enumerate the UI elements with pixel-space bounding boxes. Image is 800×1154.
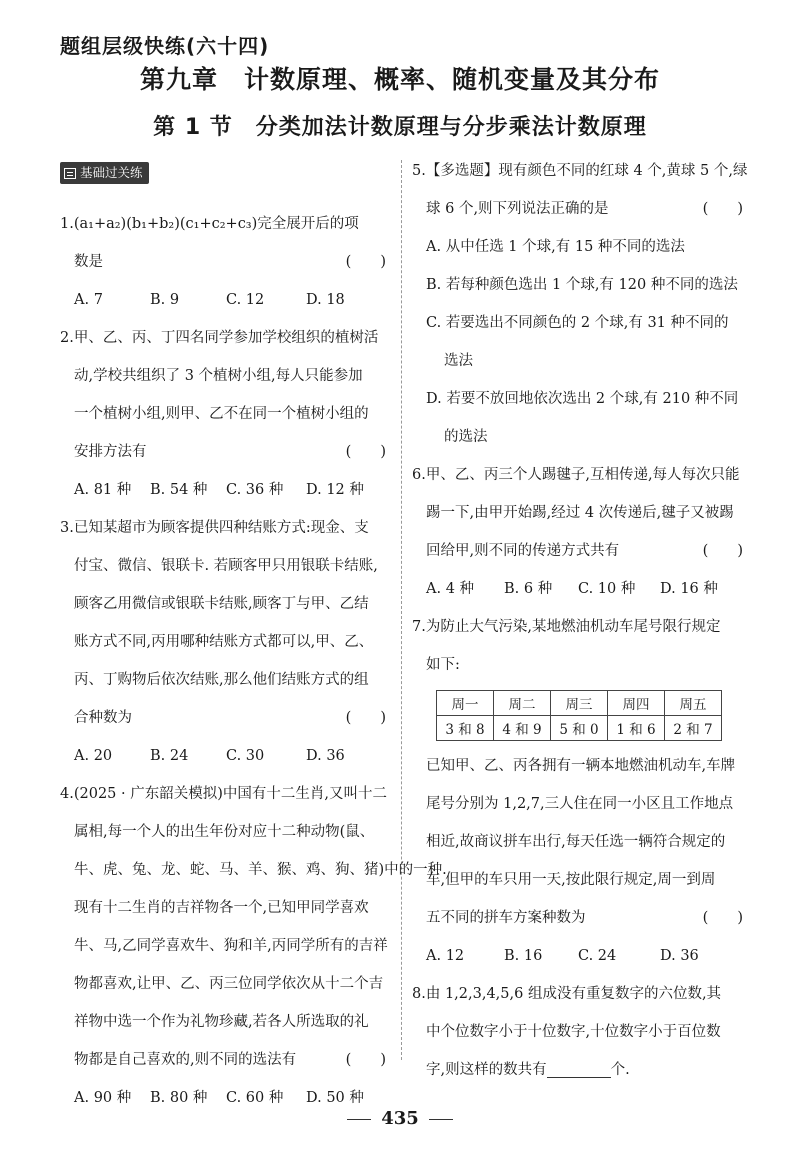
q3-line-2: 付宝、微信、银联卡. 若顾客甲只用银联卡结账,	[74, 558, 378, 574]
plate-restriction-table	[436, 690, 722, 741]
option-a[interactable]: A. 4 种	[426, 581, 475, 597]
q3-line-3: 顾客乙用微信或银联卡结账,顾客丁与甲、乙结	[74, 596, 369, 612]
option-c[interactable]: C. 30	[226, 748, 265, 764]
q6-line-3	[412, 532, 747, 570]
q7-line-1: 7.为防止大气污染,某地燃油机动车尾号限行规定	[412, 619, 721, 635]
q3-options	[60, 737, 390, 775]
table-cell: 周五	[665, 691, 722, 716]
q4-stem-end: 物都是自己喜欢的,则不同的选法有	[74, 1052, 297, 1068]
q2-line-3: 一个植树小组,则甲、乙不在同一个植树小组的	[74, 406, 369, 422]
q7-line-7	[412, 899, 747, 937]
answer-bracket: ( )	[702, 543, 743, 559]
table-cell: 周四	[608, 691, 665, 716]
answer-bracket: ( )	[345, 1052, 386, 1068]
section-title: 第 1 节 分类加法计数原理与分步乘法计数原理	[153, 115, 647, 140]
table-cell: 1 和 6	[608, 716, 665, 741]
option-b[interactable]: B. 6 种	[504, 581, 553, 597]
book-icon	[64, 168, 76, 179]
option-b[interactable]: B. 9	[150, 292, 180, 308]
option-c[interactable]: C. 12	[226, 292, 265, 308]
option-a[interactable]: A. 90 种	[74, 1090, 132, 1106]
chapter-title: 第九章 计数原理、概率、随机变量及其分布	[139, 65, 660, 94]
q3-line-6	[60, 699, 390, 737]
page-number-footer	[0, 1108, 800, 1129]
option-a[interactable]: A. 从中任选 1 个球,有 15 种不同的选法	[426, 239, 685, 255]
q5-line-1: 5.【多选题】现有颜色不同的红球 4 个,黄球 5 个,绿	[412, 163, 748, 179]
q2-line-1: 2.甲、乙、丙、丁四名同学参加学校组织的植树活	[60, 330, 379, 346]
q1-stem-end: 数是	[74, 254, 103, 270]
q2-options	[60, 471, 390, 509]
option-c[interactable]: C. 60 种	[226, 1090, 284, 1106]
q2-line-2: 动,学校共组织了 3 个植树小组,每人只能参加	[74, 368, 363, 384]
q1-line-1: 1.(a₁+a₂)(b₁+b₂)(c₁+c₂+c₃)完全展开后的项	[60, 216, 359, 232]
option-d[interactable]: D. 50 种	[306, 1090, 364, 1106]
q4-line-4: 现有十二生肖的吉祥物各一个,已知甲同学喜欢	[74, 900, 369, 916]
column-divider	[401, 160, 402, 1060]
q7-line-6: 车,但甲的车只用一天,按此限行规定,周一到周	[426, 872, 716, 888]
q6-stem-end: 回给甲,则不同的传递方式共有	[426, 543, 620, 559]
option-c[interactable]: C. 10 种	[578, 581, 636, 597]
table-cell: 周二	[494, 691, 551, 716]
exercise-set-label: 题组层级快练(六十四)	[60, 34, 270, 58]
q3-stem-end: 合种数为	[74, 710, 132, 726]
option-c[interactable]: C. 36 种	[226, 482, 284, 498]
option-d[interactable]: D. 12 种	[306, 482, 364, 498]
q4-line-2: 属相,每一个人的出生年份对应十二种动物(鼠、	[74, 824, 375, 840]
option-c-cont: 选法	[444, 353, 473, 369]
q6-options	[412, 570, 747, 608]
q1-options	[60, 281, 390, 319]
question-2	[60, 319, 390, 509]
q3-line-4: 账方式不同,丙用哪种结账方式都可以,甲、乙、	[74, 634, 374, 650]
q4-line-7: 祥物中选一个作为礼物珍藏,若各人所选取的礼	[74, 1014, 369, 1030]
question-3	[60, 509, 390, 775]
table-cell: 2 和 7	[665, 716, 722, 741]
answer-bracket: ( )	[702, 201, 743, 217]
option-c[interactable]: C. 24	[578, 948, 617, 964]
q7-line-5: 相近,故商议拼车出行,每天任选一辆符合规定的	[426, 834, 726, 850]
q3-line-5: 丙、丁购物后依次结账,那么他们结账方式的组	[74, 672, 369, 688]
q4-line-6: 物都喜欢,让甲、乙、丙三位同学依次从十二个吉	[74, 976, 384, 992]
option-a[interactable]: A. 81 种	[74, 482, 132, 498]
basic-practice-badge	[60, 162, 149, 184]
page-number: 435	[381, 1108, 419, 1129]
q8-stem-end: 个.	[610, 1062, 630, 1078]
answer-blank[interactable]	[547, 1057, 611, 1078]
option-d[interactable]: D. 若要不放回地依次选出 2 个球,有 210 种不同	[426, 391, 739, 407]
q3-line-1: 3.已知某超市为顾客提供四种结账方式:现金、支	[60, 520, 369, 536]
q7-line-4: 尾号分别为 1,2,7,三人住在同一小区且工作地点	[426, 796, 734, 812]
q8-stem: 字,则这样的数共有	[426, 1062, 547, 1078]
option-b[interactable]: B. 80 种	[150, 1090, 208, 1106]
option-b[interactable]: B. 24	[150, 748, 189, 764]
option-d[interactable]: D. 16 种	[660, 581, 718, 597]
answer-bracket: ( )	[702, 910, 743, 926]
q8-line-1: 8.由 1,2,3,4,5,6 组成没有重复数字的六位数,其	[412, 986, 722, 1002]
table-cell: 5 和 0	[551, 716, 608, 741]
q7-options	[412, 937, 747, 975]
table-cell: 3 和 8	[437, 716, 494, 741]
table-cell: 周一	[437, 691, 494, 716]
q4-line-5: 牛、马,乙同学喜欢牛、狗和羊,丙同学所有的吉祥	[74, 938, 388, 954]
option-a[interactable]: A. 7	[74, 292, 103, 308]
question-8	[412, 975, 747, 1089]
option-b[interactable]: B. 16	[504, 948, 543, 964]
option-d[interactable]: D. 18	[306, 292, 345, 308]
q8-line-2: 中个位数字小于十位数字,十位数字小于百位数	[426, 1024, 721, 1040]
q4-line-1: 4.(2025 · 广东韶关模拟)中国有十二生肖,又叫十二	[60, 786, 387, 802]
q4-line-3: 牛、虎、兔、龙、蛇、马、羊、猴、鸡、狗、猪)中的一种.	[74, 862, 447, 878]
badge-label: 基础过关练	[80, 165, 143, 180]
option-d[interactable]: D. 36	[306, 748, 345, 764]
question-1	[60, 205, 390, 319]
q2-stem-end: 安排方法有	[74, 444, 147, 460]
option-a[interactable]: A. 20	[74, 748, 113, 764]
q1-line-2	[60, 243, 390, 281]
q4-line-8	[60, 1041, 390, 1079]
option-d-cont: 的选法	[444, 429, 488, 445]
q2-line-4	[60, 433, 390, 471]
q8-line-3	[412, 1051, 747, 1089]
option-c[interactable]: C. 若要选出不同颜色的 2 个球,有 31 种不同的	[426, 315, 729, 331]
table-row	[437, 716, 722, 741]
question-6	[412, 456, 747, 608]
q5-stem-end: 球 6 个,则下列说法正确的是	[426, 201, 609, 217]
question-5	[412, 152, 747, 456]
answer-bracket: ( )	[345, 254, 386, 270]
table-cell: 4 和 9	[494, 716, 551, 741]
table-row	[437, 691, 722, 716]
q7-line-3: 已知甲、乙、丙各拥有一辆本地燃油机动车,车牌	[426, 758, 736, 774]
table-cell: 周三	[551, 691, 608, 716]
q5-line-2	[412, 190, 747, 228]
question-7	[412, 608, 747, 975]
footer-dash	[429, 1119, 453, 1120]
option-d[interactable]: D. 36	[660, 948, 699, 964]
answer-bracket: ( )	[345, 710, 386, 726]
q7-line-2: 如下:	[426, 657, 460, 673]
q7-stem-end: 五不同的拼车方案种数为	[426, 910, 586, 926]
footer-dash	[347, 1119, 371, 1120]
q6-line-2: 踢一下,由甲开始踢,经过 4 次传递后,毽子又被踢	[426, 505, 734, 521]
option-a[interactable]: A. 12	[426, 948, 465, 964]
option-b[interactable]: B. 若每种颜色选出 1 个球,有 120 种不同的选法	[426, 277, 738, 293]
option-b[interactable]: B. 54 种	[150, 482, 208, 498]
q6-line-1: 6.甲、乙、丙三个人踢毽子,互相传递,每人每次只能	[412, 467, 740, 483]
right-column	[412, 152, 747, 1089]
answer-bracket: ( )	[345, 444, 386, 460]
